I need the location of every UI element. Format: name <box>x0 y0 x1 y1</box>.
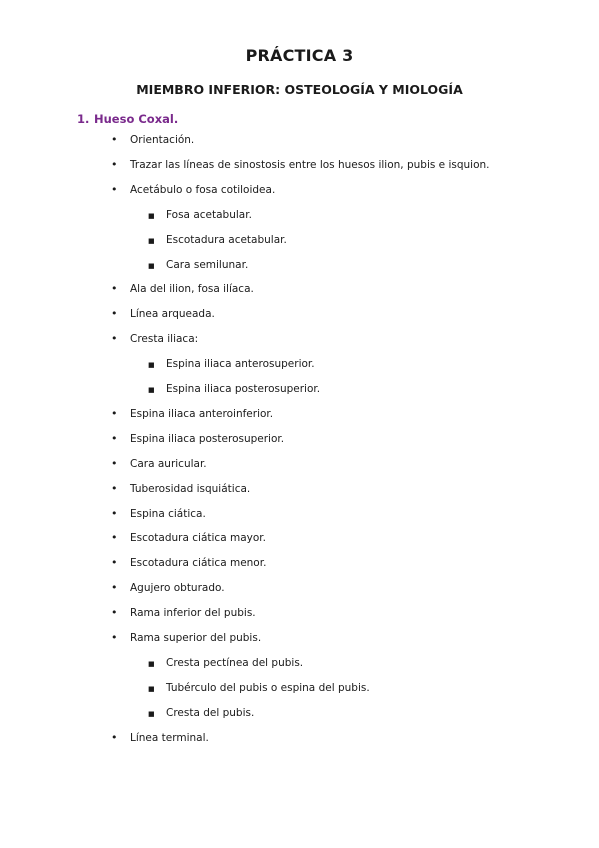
bullet-icon: • <box>111 531 118 545</box>
list-item <box>111 481 251 496</box>
sub-list-item <box>148 258 249 272</box>
list-item-text: Cresta pectínea del pubis. <box>166 656 304 669</box>
bullet-icon: • <box>111 282 118 296</box>
bullet-icon: • <box>111 556 118 570</box>
sub-list-item <box>148 656 304 670</box>
list-item-text: Acetábulo o fosa cotiloidea. <box>130 183 276 196</box>
square-bullet-icon: ■ <box>148 684 155 693</box>
list-item-text: Escotadura ciática menor. <box>130 557 267 570</box>
bullet-icon: • <box>111 631 118 644</box>
list-item <box>111 531 266 545</box>
list-item-text: Escotadura acetabular. <box>166 233 287 246</box>
bullet-icon: • <box>111 456 118 470</box>
list-item <box>111 406 274 421</box>
page-title: PRÁCTICA 3 <box>245 46 354 65</box>
bullet-icon: • <box>111 182 118 196</box>
section-heading <box>77 112 178 126</box>
square-bullet-icon: ■ <box>148 659 155 668</box>
bullet-icon: • <box>111 133 118 146</box>
square-bullet-icon: ■ <box>148 236 155 245</box>
list-item-text: Escotadura ciática mayor. <box>130 532 266 545</box>
list-item <box>111 456 207 471</box>
list-item <box>111 606 256 620</box>
list-item <box>111 182 276 197</box>
bullet-icon: • <box>111 431 118 445</box>
square-bullet-icon: ■ <box>148 361 155 370</box>
list-item <box>111 431 285 446</box>
section-number: 1. <box>77 112 90 126</box>
list-item-text: Espina iliaca posterosuperior. <box>130 432 285 445</box>
list-item-text: Línea terminal. <box>130 731 209 744</box>
list-item <box>111 730 209 745</box>
list-item <box>111 282 254 296</box>
list-item-text: Tubérculo del pubis o espina del pubis. <box>166 681 370 694</box>
list-item-text: Ala del ilion, fosa ilíaca. <box>130 283 254 296</box>
list-item <box>111 581 225 595</box>
bullet-icon: • <box>111 730 118 744</box>
bullet-icon: • <box>111 307 118 321</box>
sub-list-item <box>148 706 255 720</box>
list-item-text: Cara semilunar. <box>166 258 249 271</box>
list-item <box>111 332 199 346</box>
bullet-icon: • <box>111 581 118 595</box>
bullet-icon: • <box>111 481 118 495</box>
bullet-icon: • <box>111 157 118 171</box>
list-item-text: Espina iliaca posterosuperior. <box>166 383 321 395</box>
list-item-text: Cresta iliaca: <box>130 333 199 346</box>
list-item-text: Espina ciática. <box>130 507 206 520</box>
sub-list-item <box>148 233 287 247</box>
list-item-text: Tuberosidad isquiática. <box>130 482 251 495</box>
list-item-text: Cara auricular. <box>130 457 207 470</box>
list-item <box>111 631 262 645</box>
sub-list-item <box>148 357 315 371</box>
list-item-text: Espina iliaca anteroinferior. <box>130 407 274 420</box>
list-item <box>111 133 195 147</box>
list-item <box>111 506 206 521</box>
bullet-icon: • <box>111 506 118 520</box>
square-bullet-icon: ■ <box>148 261 155 270</box>
square-bullet-icon: ■ <box>148 211 155 220</box>
sub-list-item <box>148 681 370 695</box>
sub-list-item <box>148 382 321 396</box>
bullet-icon: • <box>111 332 118 346</box>
list-item-text: Línea arqueada. <box>130 308 215 321</box>
list-item-text: Agujero obturado. <box>130 582 225 595</box>
list-item <box>111 307 215 321</box>
sub-list-item <box>148 208 252 222</box>
list-item <box>111 556 267 570</box>
list-item-text: Trazar las líneas de sinostosis entre los huesos ilion, pubis e isquion. <box>130 158 490 171</box>
list-item-text: Cresta del pubis. <box>166 706 255 719</box>
list-item-text: Fosa acetabular. <box>166 208 252 221</box>
list-item-text: Rama inferior del pubis. <box>130 607 256 620</box>
square-bullet-icon: ■ <box>148 386 155 394</box>
list-item-text: Espina iliaca anterosuperior. <box>166 358 315 371</box>
bullet-icon: • <box>111 406 118 420</box>
section-heading-text: Hueso Coxal. <box>94 112 179 126</box>
list-item <box>111 157 490 172</box>
bullet-icon: • <box>111 606 118 620</box>
square-bullet-icon: ■ <box>148 709 155 718</box>
list-item-text: Rama superior del pubis. <box>130 632 262 644</box>
list-item-text: Orientación. <box>130 134 195 146</box>
page-subtitle: MIEMBRO INFERIOR: OSTEOLOGÍA Y MIOLOGÍA <box>136 82 463 97</box>
